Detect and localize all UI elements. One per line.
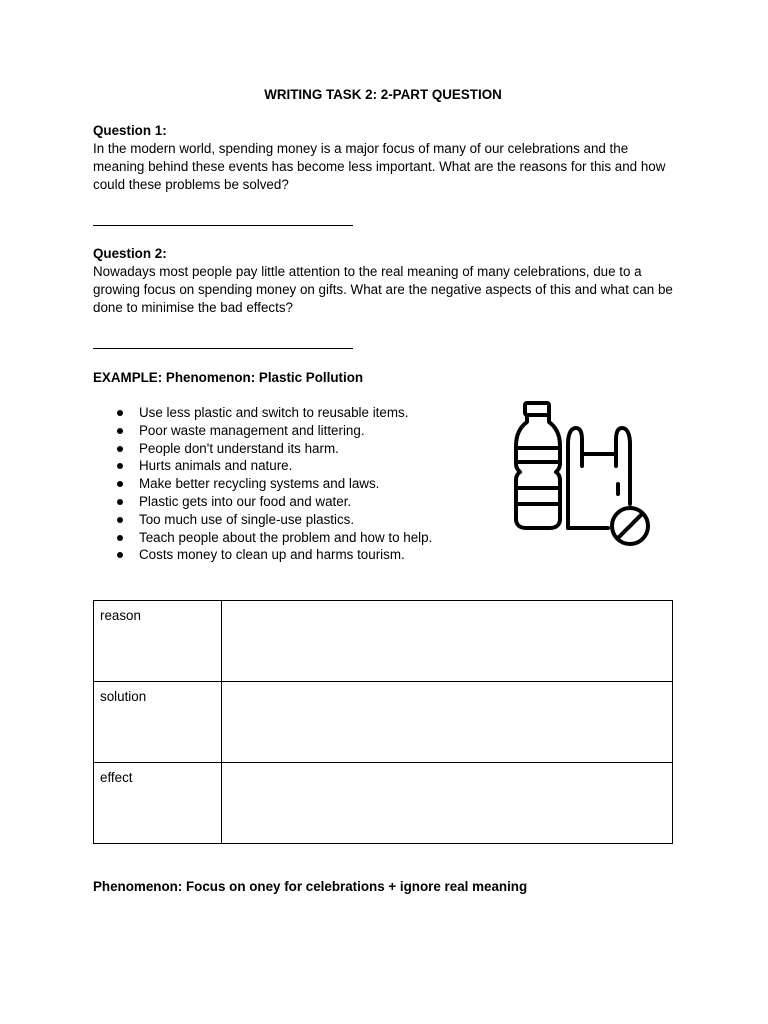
- question-2-text: Nowadays most people pay little attention to the real meaning of many celebrations, due to a growing focus on spending money on gifts. What are the negative aspects of this and what can be done to minimise the bad effects?: [93, 264, 673, 315]
- question-1: [93, 122, 683, 194]
- table-row: [94, 763, 673, 844]
- list-item: Hurts animals and nature.: [93, 457, 493, 475]
- phenomenon-heading: Phenomenon: Focus on oney for celebrations + ignore real meaning: [93, 879, 528, 894]
- row-value-reason[interactable]: [222, 601, 673, 682]
- question-2: [93, 245, 683, 317]
- row-label-reason: reason: [94, 601, 222, 682]
- plastic-bottle-bag-no-icon: [508, 400, 656, 550]
- table-row: [94, 601, 673, 682]
- list-item: Costs money to clean up and harms tourism.: [93, 546, 493, 564]
- answer-line-2: [93, 348, 353, 349]
- reason-solution-effect-table: [93, 600, 673, 844]
- page-title: WRITING TASK 2: 2-PART QUESTION: [264, 87, 502, 102]
- list-item: Use less plastic and switch to reusable items.: [93, 404, 493, 422]
- list-item: Make better recycling systems and laws.: [93, 475, 493, 493]
- list-item: Teach people about the problem and how to help.: [93, 529, 493, 547]
- row-label-effect: effect: [94, 763, 222, 844]
- example-points-list: [93, 404, 493, 564]
- row-label-solution: solution: [94, 682, 222, 763]
- list-item: People don't understand its harm.: [93, 440, 493, 458]
- list-item: Plastic gets into our food and water.: [93, 493, 493, 511]
- question-1-text: In the modern world, spending money is a major focus of many of our celebrations and the meaning behind these events has become less important. What are the reasons for this and how could these problems be solved?: [93, 141, 666, 192]
- list-item: Poor waste management and littering.: [93, 422, 493, 440]
- document-page: [93, 86, 683, 104]
- list-item: Too much use of single-use plastics.: [93, 511, 493, 529]
- row-value-effect[interactable]: [222, 763, 673, 844]
- question-2-label: Question 2:: [93, 246, 167, 261]
- row-value-solution[interactable]: [222, 682, 673, 763]
- answer-line-1: [93, 225, 353, 226]
- example-title: EXAMPLE: Phenomenon: Plastic Pollution: [93, 370, 364, 385]
- table-row: [94, 682, 673, 763]
- question-1-label: Question 1:: [93, 123, 167, 138]
